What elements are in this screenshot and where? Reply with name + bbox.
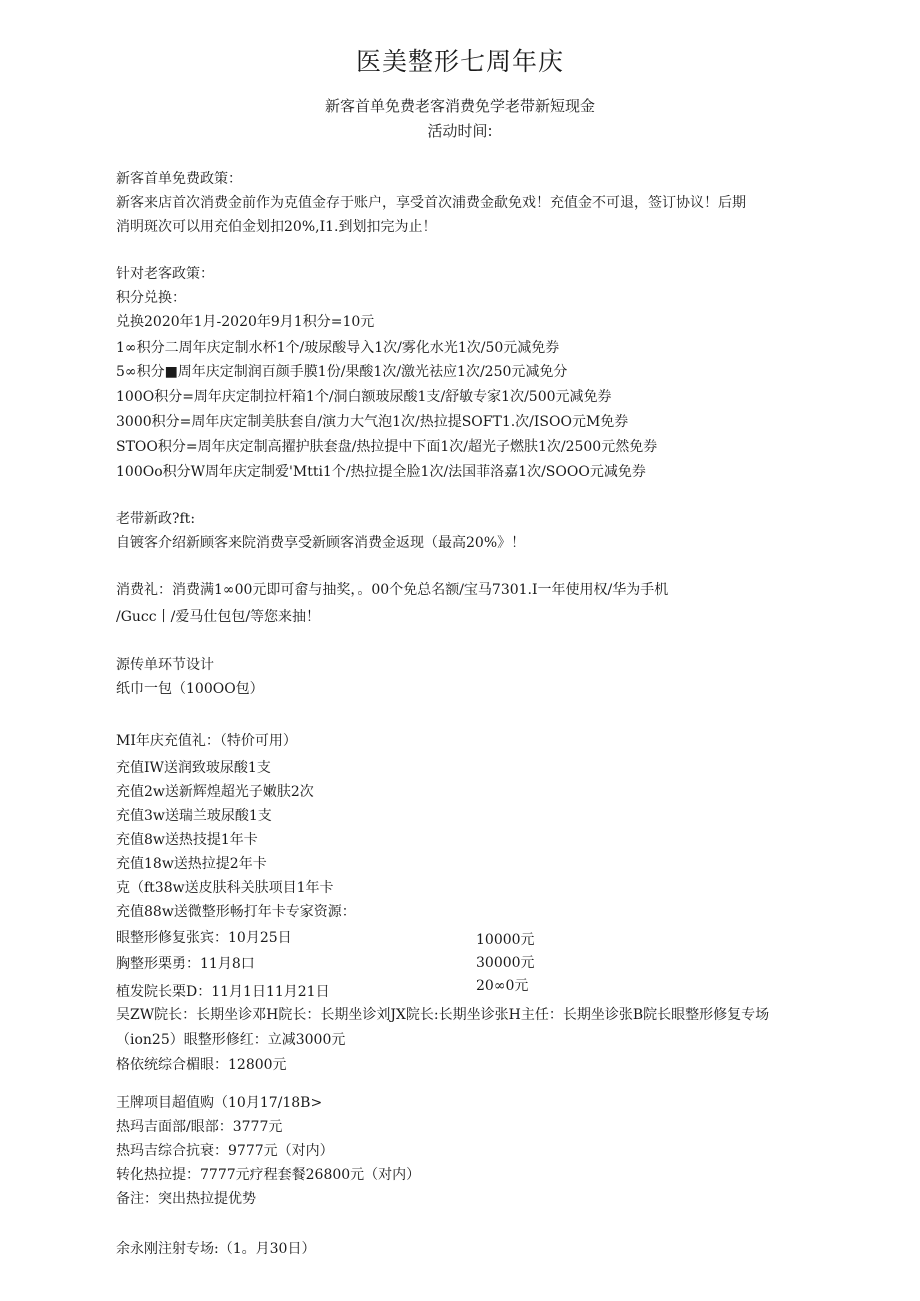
points-item: 100Oo积分W周年庆定制爱'Mtti1个/热拉提全脸1次/法国菲洛嘉1次/SOOO元减免券 bbox=[116, 464, 646, 480]
design-text: 纸巾一包（100OO包） bbox=[116, 681, 264, 697]
doctors-text-1: 吴ZW院长：长期坐诊邓H院长：长期坐诊刘JX院长:长期坐诊张H主任：长期坐诊张B院长眼整形修复专场 bbox=[116, 1007, 770, 1023]
trump-item: 热玛吉综合抗衰：9777元（对内） bbox=[116, 1143, 334, 1159]
points-item: 3000积分=周年庆定制美肤套自/演力大气泡1次/热拉提SOFT1.次/ISOO元M免券 bbox=[116, 414, 629, 430]
activity-time-label: 活动时间: bbox=[427, 122, 493, 140]
points-item: 5∞积分■周年庆定制润百颜手膜1份/果酸1次/激光祛应1次/250元减免分 bbox=[116, 364, 568, 380]
expert-label: 植发院长栗D：11月1日11月21日 bbox=[116, 984, 330, 1000]
recharge-item: 充值88w送微整形畅打年卡专家资源： bbox=[116, 904, 356, 920]
page-title: 医美整形七周年庆 bbox=[355, 47, 564, 76]
points-item: 100O积分=周年庆定制拉杆箱1个/洞白额玻尿酸1支/舒敏专家1次/500元减免券 bbox=[116, 389, 612, 405]
trump-item: 转化热拉提：7777元疗程套餐26800元（对内） bbox=[116, 1167, 421, 1183]
doctors-text-2: （ion25）眼整形修红：立减3000元 bbox=[116, 1032, 346, 1048]
design-heading: 源传单环节设计 bbox=[116, 657, 214, 673]
injection-heading: 余永刚注射专场:（1。月30日） bbox=[116, 1241, 316, 1257]
trump-heading: 王牌项目超值购（10月17/18B> bbox=[116, 1095, 323, 1111]
recharge-item: 充值3w送瑞兰玻尿酸1支 bbox=[116, 808, 272, 824]
expert-amount: 10000元 bbox=[476, 932, 535, 948]
trump-item: 热玛吉面部/眼部：3777元 bbox=[116, 1119, 283, 1135]
new-customer-heading: 新客首单免费政策： bbox=[116, 171, 242, 187]
expert-label: 眼整形修复张宾：10月25日 bbox=[116, 930, 292, 946]
expert-amount: 30000元 bbox=[476, 955, 535, 971]
expert-amount: 20∞0元 bbox=[476, 978, 529, 994]
old-customer-heading: 针对老客政策： bbox=[116, 266, 214, 282]
referral-text: 自镀客介绍新顾客来院消费享受新顾客消费金返现（最高20%》！ bbox=[116, 535, 526, 551]
recharge-item: 充值18w送热拉提2年卡 bbox=[116, 856, 267, 872]
recharge-item: 充值2w送新辉煌超光子嫩肤2次 bbox=[116, 784, 314, 800]
recharge-heading: MI年庆充值礼：（特价可用） bbox=[116, 733, 297, 749]
new-customer-text-2: 消明斑次可以用充伯金划扣20%,I1.到划扣完为止！ bbox=[116, 219, 437, 235]
gift-text-2: /Gucc丨/爱马仕包包/等您来抽！ bbox=[116, 609, 321, 625]
referral-heading: 老带新政?ft: bbox=[116, 511, 196, 527]
gift-text-1: 消费礼：消费满1∞00元即可畲与抽奖，。00个免总名额/宝马7301.I一年使用权/华为手机 bbox=[116, 582, 669, 598]
new-customer-text-1: 新客来店首次消费金前作为克值金存于账户，享受首次浦费金歃免戏！充值金不可退，签订协议！后期 bbox=[116, 195, 746, 211]
expert-label: 胸整形栗勇：11月8口 bbox=[116, 956, 255, 972]
points-period: 兑换2020年1月-2020年9月1积分=10元 bbox=[116, 314, 375, 330]
points-item: STOO积分=周年庆定制高擢护肤套盘/热拉提中下面1次/超光子燃肤1次/2500元然免券 bbox=[116, 439, 658, 455]
points-heading: 积分兑换： bbox=[116, 290, 186, 306]
recharge-item: 克（ft38w送皮肤科关肤项目1年卡 bbox=[116, 880, 334, 896]
trump-note: 备注：突出热拉提优势 bbox=[116, 1191, 256, 1207]
points-item: 1∞积分二周年庆定制水杯1个/玻尿酸导入1次/雾化水光1次/50元减免券 bbox=[116, 340, 560, 356]
page-subtitle: 新客首单免费老客消费免学老带新短现金 bbox=[324, 97, 595, 115]
recharge-item: 充值8w送热技提1年卡 bbox=[116, 832, 258, 848]
recharge-item: 充值IW送润致玻尿酸1支 bbox=[116, 760, 271, 776]
doctors-text-3: 格依统综合楣眼：12800元 bbox=[116, 1057, 287, 1073]
